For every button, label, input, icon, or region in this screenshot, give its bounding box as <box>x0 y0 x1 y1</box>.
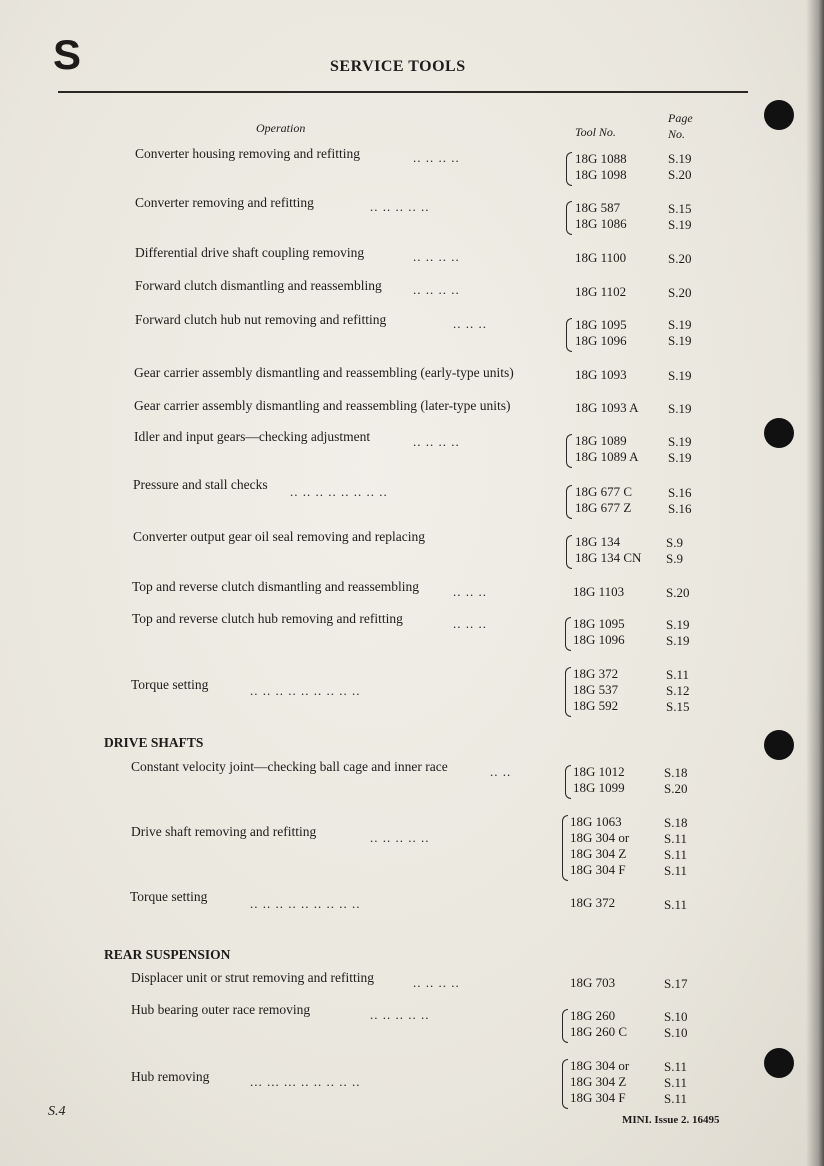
header-rule <box>58 91 748 93</box>
leader-dots: .. .. <box>490 764 512 779</box>
page-ref: S.19 <box>666 617 690 632</box>
page-ref: S.20 <box>668 285 692 300</box>
page-ref: S.10 <box>664 1009 688 1024</box>
page-ref: S.19 <box>668 434 692 449</box>
tool-number: 18G 304 or <box>570 1058 630 1073</box>
page-ref: S.19 <box>668 368 692 383</box>
brace <box>566 152 572 186</box>
page-ref: S.18 <box>664 815 688 830</box>
brace <box>566 201 572 235</box>
tool-number: 18G 1098 <box>575 167 627 182</box>
operation-label: Forward clutch dismantling and reassembling <box>135 278 382 293</box>
section-heading-drive-shafts: DRIVE SHAFTS <box>104 735 204 750</box>
page-ref: S.11 <box>664 1075 687 1090</box>
tool-number: 18G 304 or <box>570 830 630 845</box>
page-ref: S.11 <box>664 863 687 878</box>
leader-dots: .. .. .. .. <box>413 150 460 165</box>
operation-label: Converter removing and refitting <box>135 195 314 210</box>
tool-number: 18G 1093 <box>575 367 627 382</box>
page-ref: S.9 <box>666 535 683 550</box>
page-ref: S.10 <box>664 1025 688 1040</box>
operation-label: Gear carrier assembly dismantling and reassembling (later-type units) <box>134 398 511 413</box>
leader-dots: .. .. .. .. .. .. .. .. .. <box>250 896 361 911</box>
tool-number: 18G 304 F <box>570 1090 626 1105</box>
tool-number: 18G 372 <box>573 666 619 681</box>
tool-number: 18G 134 <box>575 534 621 549</box>
tool-number: 18G 304 F <box>570 862 626 877</box>
page-ref: S.11 <box>666 667 689 682</box>
page-ref: S.11 <box>664 1091 687 1106</box>
brace <box>566 434 572 468</box>
tool-number: 18G 1100 <box>575 250 627 265</box>
tool-number: 18G 260 <box>570 1008 616 1023</box>
leader-dots: .. .. .. .. <box>413 282 460 297</box>
brace <box>562 1059 568 1109</box>
operation-label: Converter housing removing and refitting <box>135 146 360 161</box>
leader-dots: .. .. .. .. .. <box>370 1007 430 1022</box>
leader-dots: .. .. .. .. .. .. .. .. <box>290 484 388 499</box>
tool-number: 18G 1086 <box>575 216 627 231</box>
brace <box>565 765 571 799</box>
tool-number: 18G 304 Z <box>570 1074 627 1089</box>
operation-label: Torque setting <box>130 889 208 904</box>
tool-number: 18G 1099 <box>573 780 625 795</box>
operation-label: Top and reverse clutch hub removing and refitting <box>132 611 403 626</box>
page-ref: S.20 <box>664 781 688 796</box>
section-letter: S <box>53 31 82 78</box>
column-header-page-no: No. <box>668 127 686 141</box>
page-ref: S.11 <box>664 847 687 862</box>
page-ref: S.11 <box>664 1059 687 1074</box>
tool-number: 18G 1089 A <box>575 449 639 464</box>
tool-number: 18G 677 Z <box>575 500 632 515</box>
page-ref: S.19 <box>668 401 692 416</box>
tool-number: 18G 703 <box>570 975 616 990</box>
brace <box>562 815 568 881</box>
operation-label: Hub bearing outer race removing <box>131 1002 311 1017</box>
tool-number: 18G 1063 <box>570 814 622 829</box>
operation-label: Top and reverse clutch dismantling and reassembling <box>132 579 419 594</box>
page-ref: S.19 <box>668 450 692 465</box>
leader-dots: .. .. .. <box>453 616 487 631</box>
tool-number: 18G 537 <box>573 682 619 697</box>
column-header-operation: Operation <box>256 121 306 135</box>
operation-label: Pressure and stall checks <box>133 477 268 492</box>
page-ref: S.19 <box>666 633 690 648</box>
issue-label: MINI. Issue 2. 16495 <box>622 1114 720 1126</box>
page-number: S.4 <box>48 1104 66 1119</box>
page-ref: S.18 <box>664 765 688 780</box>
tool-number: 18G 1089 <box>575 433 627 448</box>
leader-dots: .. .. .. .. .. <box>370 830 430 845</box>
page-ref: S.16 <box>668 501 692 516</box>
page-ref: S.19 <box>668 317 692 332</box>
binder-hole <box>764 1048 794 1078</box>
tool-number: 18G 1095 <box>573 616 625 631</box>
leader-dots: .. .. .. .. .. <box>370 199 430 214</box>
tool-number: 18G 677 C <box>575 484 633 499</box>
page-ref: S.15 <box>666 699 690 714</box>
leader-dots: .. .. .. <box>453 316 487 331</box>
tool-number: 18G 134 CN <box>575 550 642 565</box>
column-header-tool-no: Tool No. <box>575 125 616 139</box>
page-ref: S.19 <box>668 217 692 232</box>
page-ref: S.17 <box>664 976 688 991</box>
column-header-page: Page <box>668 111 693 125</box>
tool-number: 18G 1088 <box>575 151 627 166</box>
tool-number: 18G 1095 <box>575 317 627 332</box>
leader-dots: ... ... ... .. .. .. .. .. <box>250 1074 361 1089</box>
page-ref: S.20 <box>668 167 692 182</box>
operation-label: Displacer unit or strut removing and refitting <box>131 970 374 985</box>
page-ref: S.9 <box>666 551 683 566</box>
leader-dots: .. .. .. .. .. .. .. .. .. <box>250 683 361 698</box>
brace <box>566 318 572 352</box>
binder-hole <box>764 730 794 760</box>
leader-dots: .. .. .. .. <box>413 249 460 264</box>
brace <box>566 485 572 519</box>
leader-dots: .. .. .. .. <box>413 434 460 449</box>
section-heading-rear-suspension: REAR SUSPENSION <box>104 947 231 962</box>
operation-label: Converter output gear oil seal removing and replacing <box>133 529 426 544</box>
tool-number: 18G 1096 <box>573 632 625 647</box>
binder-hole <box>764 100 794 130</box>
tool-number: 18G 304 Z <box>570 846 627 861</box>
brace <box>565 667 571 717</box>
brace <box>565 617 571 651</box>
page-ref: S.20 <box>668 251 692 266</box>
tool-number: 18G 1096 <box>575 333 627 348</box>
binder-hole <box>764 418 794 448</box>
page-ref: S.12 <box>666 683 690 698</box>
tool-number: 18G 260 C <box>570 1024 628 1039</box>
operation-label: Gear carrier assembly dismantling and reassembling (early-type units) <box>134 365 514 380</box>
tool-number: 18G 592 <box>573 698 619 713</box>
tool-number: 18G 587 <box>575 200 621 215</box>
tool-number: 18G 1093 A <box>575 400 639 415</box>
tool-number: 18G 1012 <box>573 764 625 779</box>
operation-label: Drive shaft removing and refitting <box>131 824 317 839</box>
operation-label: Forward clutch hub nut removing and refitting <box>135 312 387 327</box>
brace <box>562 1009 568 1043</box>
tool-number: 18G 372 <box>570 895 616 910</box>
page-ref: S.16 <box>668 485 692 500</box>
leader-dots: .. .. .. <box>453 584 487 599</box>
page-ref: S.19 <box>668 151 692 166</box>
brace <box>566 535 572 569</box>
operation-label: Torque setting <box>131 677 209 692</box>
tool-number: 18G 1103 <box>573 584 625 599</box>
operation-label: Hub removing <box>131 1069 210 1084</box>
page-ref: S.19 <box>668 333 692 348</box>
page-ref: S.20 <box>666 585 690 600</box>
operation-label: Differential drive shaft coupling removing <box>135 245 365 260</box>
page-edge-shadow <box>806 0 824 1166</box>
operation-label: Constant velocity joint—checking ball cage and inner race <box>131 759 448 774</box>
operation-label: Idler and input gears—checking adjustment <box>134 429 371 444</box>
page-ref: S.15 <box>668 201 692 216</box>
tool-number: 18G 1102 <box>575 284 627 299</box>
page-ref: S.11 <box>664 831 687 846</box>
page-title: SERVICE TOOLS <box>330 58 466 75</box>
page-ref: S.11 <box>664 897 687 912</box>
leader-dots: .. .. .. .. <box>413 975 460 990</box>
